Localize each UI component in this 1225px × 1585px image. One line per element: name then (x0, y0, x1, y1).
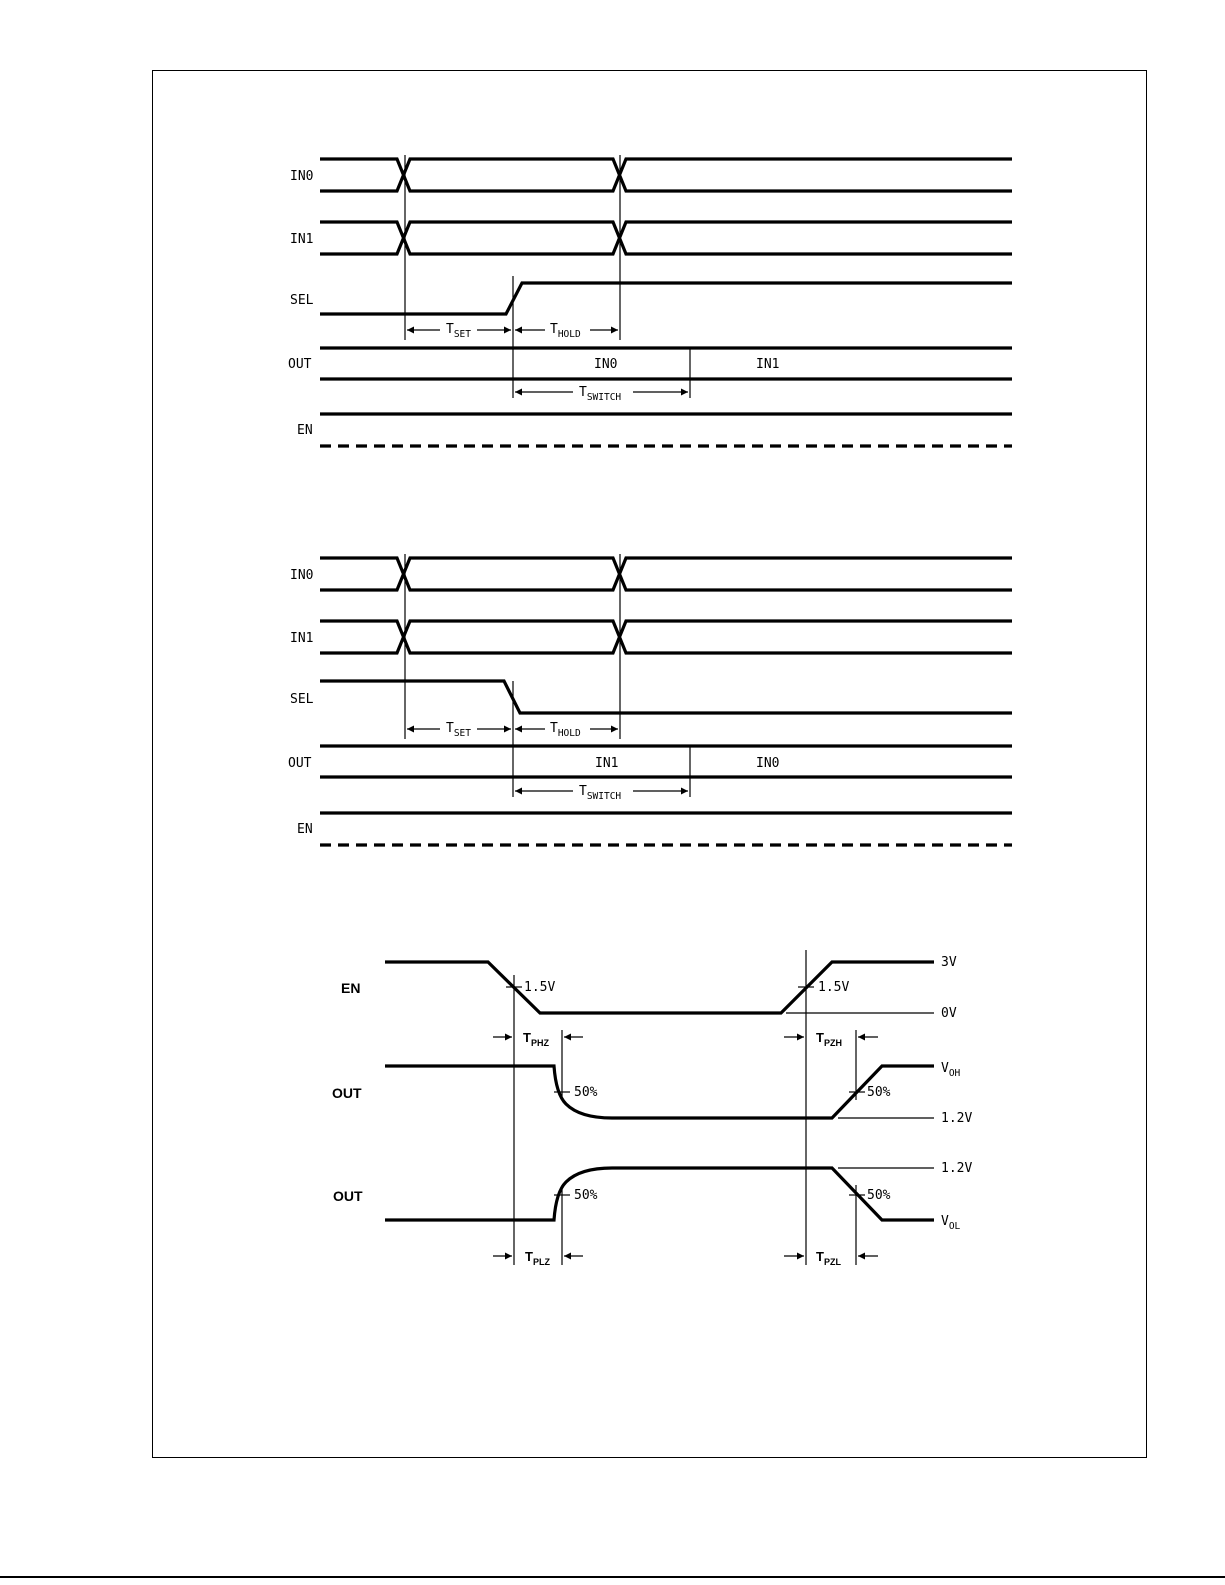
tswitch-label: $T_{SWITCH}$ (579, 784, 622, 802)
in1-label: IN1 (290, 631, 314, 646)
thold-label: $T_{HOLD}$ (550, 322, 581, 340)
en-label: EN (297, 822, 313, 837)
in1-waveform (320, 621, 1012, 653)
diagram-3-enable-timing (332, 950, 972, 1267)
out-value-before: IN1 (595, 756, 619, 771)
in0-label: IN0 (290, 568, 314, 583)
out-low-label: OUT (333, 1188, 363, 1204)
out-value-after: IN0 (756, 756, 780, 771)
tswitch-label: $T_{SWITCH}$ (579, 385, 622, 403)
sel-label: SEL (290, 692, 314, 707)
out-value-after: IN1 (756, 357, 780, 372)
sel-label: SEL (290, 293, 314, 308)
out-high-label: OUT (332, 1085, 362, 1101)
pct4-label: 50% (867, 1188, 891, 1203)
tpzl-label: $T_{PZL}$ (816, 1249, 841, 1267)
v12-bottom-label: 1.2V (941, 1111, 973, 1126)
en-rise-level: 1.5V (818, 980, 850, 995)
tset-label: $T_{SET}$ (446, 322, 471, 340)
pct1-label: 50% (574, 1085, 598, 1100)
v0-label: 0V (941, 1006, 957, 1021)
in0-label: IN0 (290, 169, 314, 184)
pct2-label: 50% (867, 1085, 891, 1100)
vol-label: $V_{OL}$ (941, 1214, 961, 1232)
in0-waveform (320, 159, 1012, 191)
out-waveform (320, 348, 1012, 379)
thold-label: $T_{HOLD}$ (550, 721, 581, 739)
out-label: OUT (288, 357, 312, 372)
pct3-label: 50% (574, 1188, 598, 1203)
sel-waveform (320, 681, 1012, 713)
out-low-waveform (385, 1168, 934, 1220)
v3-label: 3V (941, 955, 957, 970)
v12-top-label: 1.2V (941, 1161, 973, 1176)
out-waveform (320, 746, 1012, 777)
en-fall-level: 1.5V (524, 980, 556, 995)
tpzh-label: $T_{PZH}$ (816, 1030, 842, 1048)
sel-waveform (320, 283, 1012, 314)
diagram-2-sel-falling (288, 554, 1012, 845)
out-label: OUT (288, 756, 312, 771)
voh-label: $V_{OH}$ (941, 1061, 961, 1079)
tphz-label: $T_{PHZ}$ (523, 1030, 549, 1048)
in1-waveform (320, 222, 1012, 254)
tplz-label: $T_{PLZ}$ (525, 1249, 550, 1267)
tset-label: $T_{SET}$ (446, 721, 471, 739)
diagram-1-sel-rising (288, 155, 1012, 446)
en-label: EN (297, 423, 313, 438)
in0-waveform (320, 558, 1012, 590)
en-waveform (385, 962, 934, 1013)
out-value-before: IN0 (594, 357, 618, 372)
en-label: EN (341, 980, 361, 996)
in1-label: IN1 (290, 232, 314, 247)
